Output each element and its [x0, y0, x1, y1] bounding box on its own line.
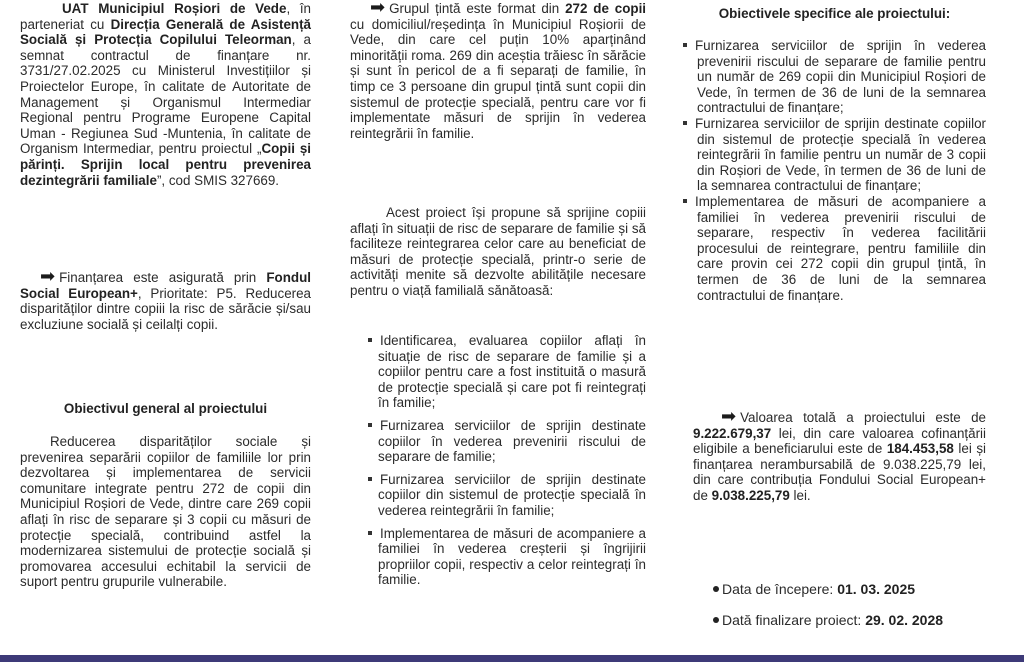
bullet-square-icon	[683, 199, 687, 203]
specific-objectives-title: Obiectivele specifice ale proiectului:	[718, 6, 951, 21]
list-item: Furnizarea serviciilor de sprijin destinate copiilor din sistemul de protecție specială în vederea reintegrării în familie pentru un număr de 3 copii din Roșiori de Vede, în termen de 36 de luni de la semnarea contractului de finanțare;	[683, 116, 986, 194]
list-item: Furnizarea serviciilor de sprijin destinate copiilor din sistemul de protecție specială în vederea reintegrării în familie;	[368, 472, 646, 519]
intro-paragraph: UAT Municipiul Roșiori de Vede, în parteneriat cu Direcția Generală de Asistență Socială și Protecția Copilului Teleorman, a semnat contractul de finanțare nr. 3731/27.02.2025 cu Ministerul Investițiilor și Proiectelor Europe, în calitate de Autoritate de Management și Organismul Intermediar Regional pentru Programe Europene Capital Uman - Regiunea Sud -Muntenia, în calitate de Organism Intermediar, pentru proiectul „Copii și părinți. Sprijin local pentru prevenirea dezintegrării familiale”, cod SMIS 327669.	[20, 1, 312, 188]
arrow-right-icon: ➡	[721, 406, 737, 426]
bullet-square-icon	[368, 338, 372, 342]
specific-objectives-list	[683, 38, 986, 303]
bottom-color-bar	[0, 655, 1024, 662]
list-item: Implementarea de măsuri de acompaniere a familiei în vederea prevenirii riscului de separare, respectiv în vederea facilitării procesului de reintegrare, pentru familiile din care provin cei 272 copii din grupul țintă, în termen de 36 de luni de la semnarea contractului de finanțare.	[683, 194, 986, 303]
bullet-dot-icon	[713, 586, 719, 592]
bullet-square-icon	[368, 423, 372, 427]
financing-paragraph: ➡ Finanțarea este asigurată prin Fondul Social European+, Prioritate: P5. Reducerea disparităților dintre copiii la risc de sărăcie și/sau excluziune socială și ceilalți copii.	[20, 266, 311, 332]
list-item: Furnizarea serviciilor de sprijin destinate copiilor în vederea prevenirii riscului de separare de familie;	[368, 418, 646, 465]
list-item: Identificarea, evaluarea copiilor aflați în situație de risc de separare de familie și a copiilor pentru care a fost instituită o masură de protecție specială și care pot fi reintegrați în familie;	[368, 333, 646, 411]
bullet-square-icon	[368, 531, 372, 535]
arrow-right-icon: ➡	[370, 0, 386, 17]
bullet-dot-icon	[713, 617, 719, 623]
bullet-square-icon	[683, 43, 687, 47]
general-objective-title: Obiectivul general al proiectului	[63, 401, 268, 416]
target-group-paragraph: ➡ Grupul țintă este format din 272 de copii cu domiciliul/reședința în Municipiul Roșiorii de Vede, din care cel puțin 10% aparținând minorității roma. 269 din aceștia trăiesc în sărăcie și sunt în pericol de a fi separați de familie, în timp ce 3 persoane din grupul țintă sunt copii din sistemul de protecție specială, pentru care vor fi implementate măsuri de sprijin în vederea reintegrării în familie.	[350, 0, 647, 141]
project-value-paragraph: ➡ Valoarea totală a proiectului este de 9.222.679,37 lei, din care valoarea cofinanțării eligibile a beneficiarului este de 184.453,58 lei și finanțarea nerambursabilă de 9.038.225,79 lei, din care contribuția Fondului Social European+ de 9.038.225,79 lei.	[693, 406, 986, 503]
list-item: Implementarea de măsuri de acompaniere a familiei în vederea creșterii și îngrijirii propriilor copii, respectiv a celor reintegrați în familie.	[368, 526, 646, 588]
arrow-right-icon: ➡	[40, 266, 56, 286]
start-date: Data de începere: 01. 03. 2025	[713, 581, 986, 597]
project-aim-paragraph: Acest proiect își propune să sprijine copiii aflați în situații de risc de separare de familie și să faciliteze reintegrarea celor care au beneficiat de măsuri de protecție specială, printr-o serie de activități menite să dezvolte abilitățile necesare pentru o viață familială sănătoasă:	[350, 205, 646, 298]
general-objective-text: Reducerea disparităților sociale și prevenirea separării copiilor de familiile lor prin dezvoltarea și implementarea de servicii comunitare integrate pentru 272 de copii din Municipiul Roșiori de Vede, dintre care 269 copii aflați în risc de separare și 3 copii cu măsuri de protecție specială, contribuind astfel la modernizarea sistemului de protecție socială și promovarea accesului echitabil la servicii de suport pentru grupurile vulnerabile.	[20, 434, 311, 590]
end-date: Dată finalizare proiect: 29. 02. 2028	[713, 612, 986, 628]
list-item: Furnizarea serviciilor de sprijin în vederea prevenirii riscului de separare de familie pentru un număr de 269 copii din Municipiul Roșiori de Vede, în termen de 36 de luni de la semnarea contractului de finanțare;	[683, 38, 986, 116]
activities-list	[368, 333, 646, 588]
bullet-square-icon	[683, 121, 687, 125]
bullet-square-icon	[368, 477, 372, 481]
